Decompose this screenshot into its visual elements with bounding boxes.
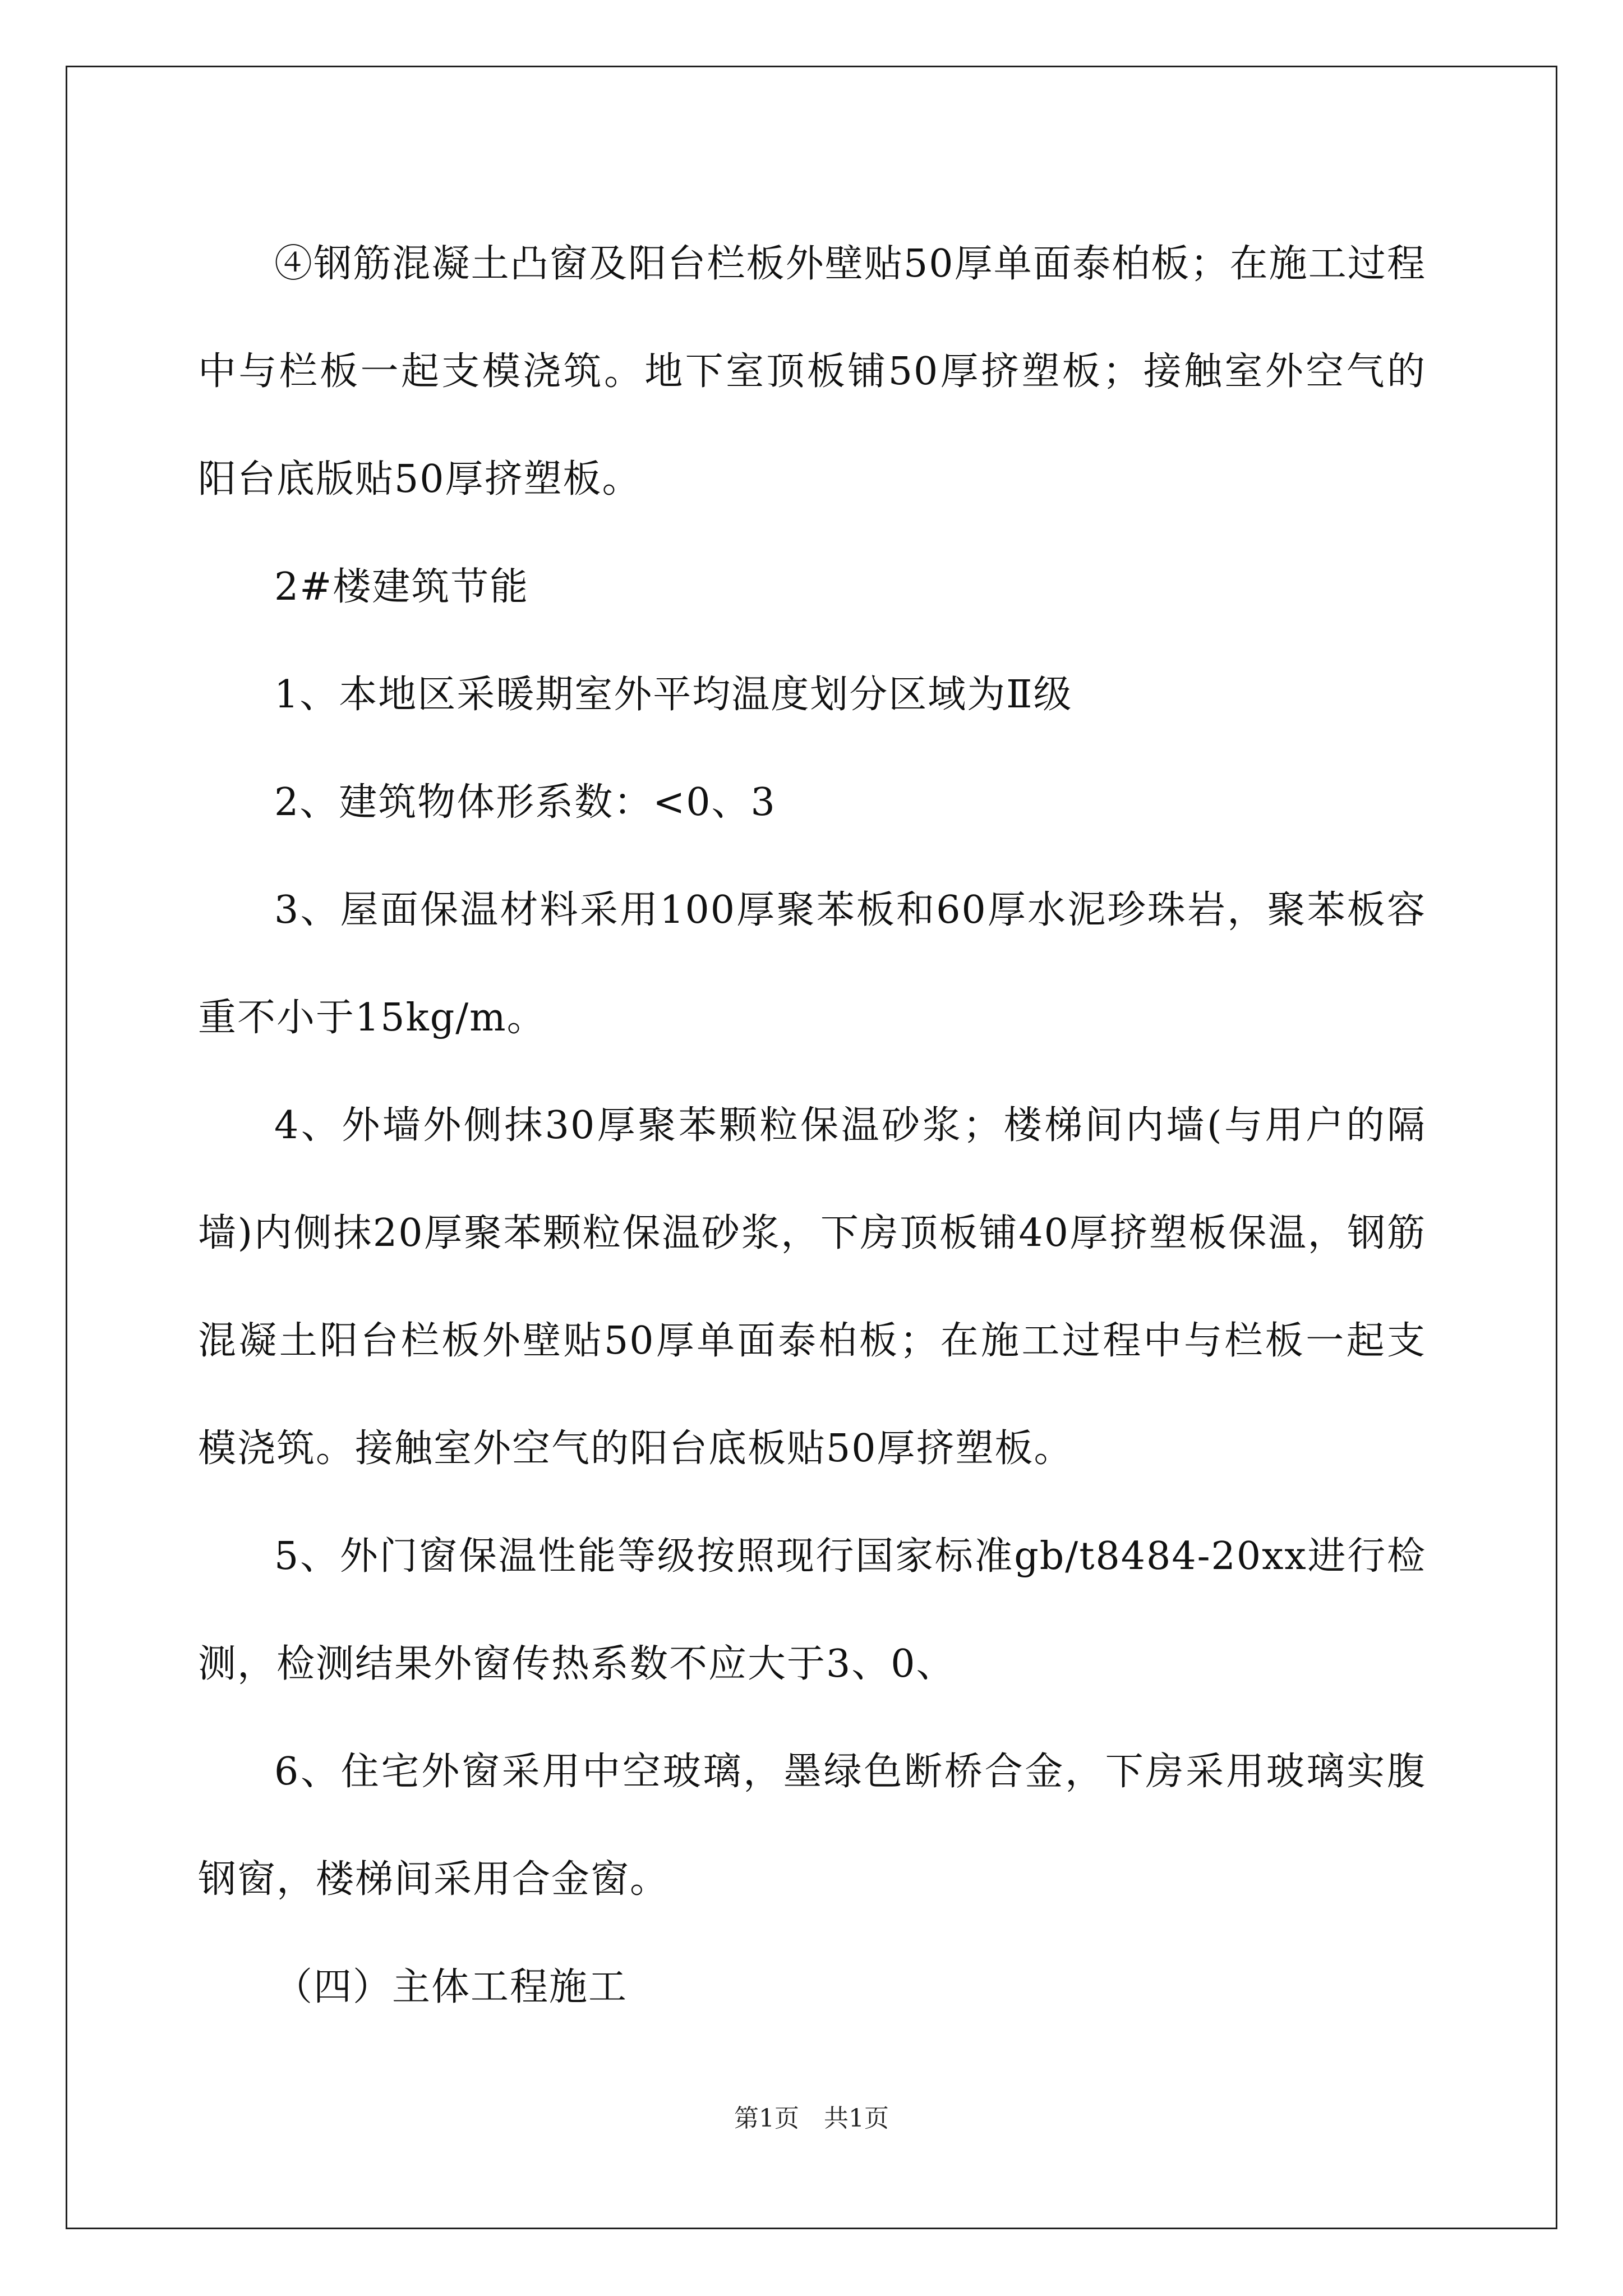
item-1-climate-zone: 1、本地区采暖期室外平均温度划分区域为Ⅱ级 — [274, 673, 1073, 717]
page-footer: 第1页 共1页 — [734, 2104, 889, 2133]
item-6-window-materials: 6、住宅外窗采用中空玻璃，墨绿色断桥合金，下房采用玻璃实腹钢窗，楼梯间采用合金窗。 — [198, 1750, 1426, 1902]
item-3-roof-insulation: 3、屋面保温材料采用100厚聚苯板和60厚水泥珍珠岩，聚苯板容重不小于15kg/m。 — [198, 888, 1426, 1040]
section-heading-main-works: （四）主体工程施工 — [274, 1965, 628, 2009]
paragraph-insulation-details: ④钢筋混凝土凸窗及阳台栏板外壁贴50厚单面泰柏板；在施工过程中与栏板一起支模浇筑。地下室顶板铺50厚挤塑板；接触室外空气的阳台底版贴50厚挤塑板。 — [198, 242, 1426, 501]
item-2-shape-coefficient: 2、建筑物体形系数：<0、3 — [274, 780, 776, 825]
item-4-wall-insulation: 4、外墙外侧抹30厚聚苯颗粒保温砂浆；楼梯间内墙(与用户的隔墙)内侧抹20厚聚苯颗粒保温砂浆，下房顶板铺40厚挤塑板保温，钢筋混凝土阳台栏板外壁贴50厚单面泰柏板；在施工过程中与栏板一起支模浇筑。接触室外空气的阳台底板贴50厚挤塑板。 — [198, 1103, 1426, 1471]
section-heading-building-2-energy: 2#楼建筑节能 — [274, 565, 529, 609]
item-5-window-testing: 5、外门窗保温性能等级按照现行国家标准gb/t8484-20xx进行检测，检测结果外窗传热系数不应大于3、0、 — [198, 1534, 1426, 1686]
document-body — [198, 210, 1426, 2041]
